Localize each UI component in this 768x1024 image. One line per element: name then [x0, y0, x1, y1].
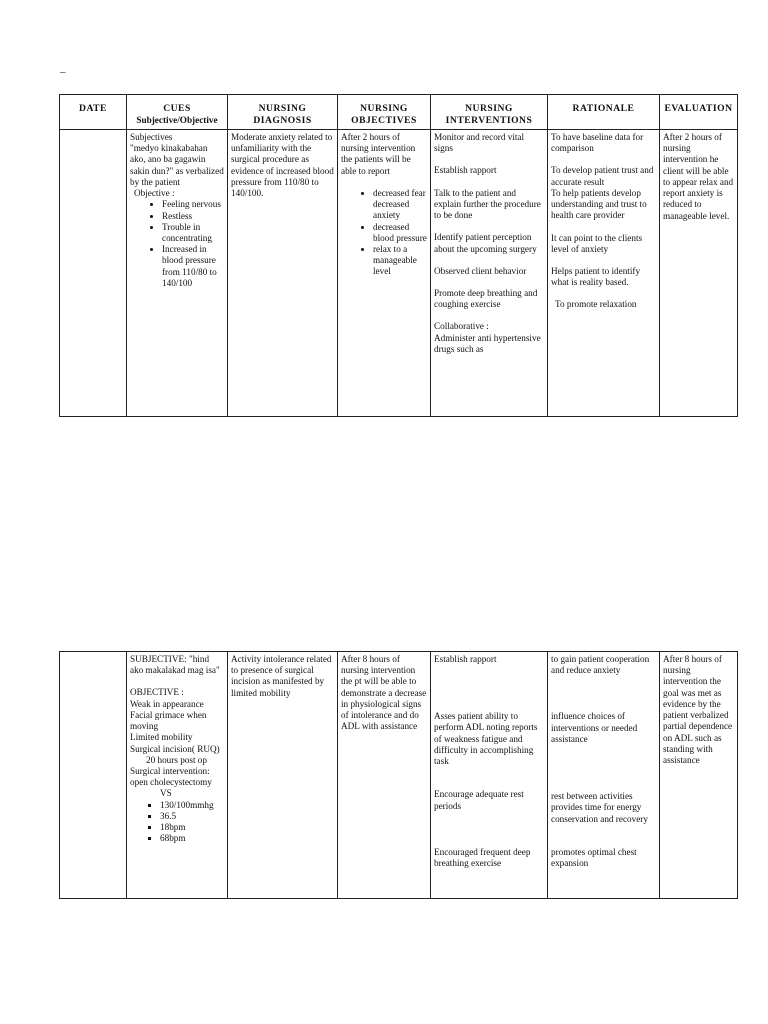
list-item: • Increased in blood pressure from 110/80 to 140/100 [162, 244, 224, 289]
intervention-item: Administer anti hypertensive drugs such as [434, 332, 541, 354]
intervention-item: Asses patient ability to perform ADL noting reports of weakness fatigue and difficulty in accomplishing task [434, 711, 538, 767]
rationale-cell [548, 130, 660, 417]
vital-signs-list [130, 800, 224, 845]
rationale-item: To help patients develop understanding and trust to health care provider [551, 187, 647, 221]
date-cell [60, 130, 127, 417]
evaluation-cell: After 8 hours of nursing intervention the goal was met as evidence by the patient verbalized partial dependence on ADL such as standing with assistance [660, 652, 738, 899]
cues-subjective: SUBJECTIVE: "hind ako makalakad mag isa" [130, 654, 220, 676]
list-item: • Restless [162, 211, 224, 222]
rationale-item: rest between activities provides time for energy conservation and recovery [551, 791, 648, 824]
date-cell [60, 652, 127, 899]
cues-objective-label: OBJECTIVE : [130, 687, 184, 698]
rationale-item: It can point to the clients level of anxiety [551, 232, 643, 254]
cues-line: Surgical incision( RUQ) [130, 743, 220, 754]
header-objectives: NURSING OBJECTIVES [338, 95, 431, 130]
cues-line: Limited mobility [130, 732, 193, 743]
intervention-item: Talk to the patient and explain further the procedure to be done [434, 187, 541, 221]
objectives-cell: After 8 hours of nursing intervention the pt will be able to demonstrate a decrease in physiological signs of intolerance and do ADL with assistance [338, 652, 431, 899]
interventions-cell [431, 652, 548, 899]
objectives-list [341, 188, 427, 278]
objectives-intro: After 2 hours of nursing intervention the patients will be able to report [341, 132, 416, 176]
rationale-cell [548, 652, 660, 899]
objectives-cell [338, 130, 431, 417]
rationale-item: To develop patient trust and accurate result [551, 165, 654, 187]
care-plan-table-anxiety [59, 94, 738, 417]
intervention-item: Encouraged frequent deep breathing exercise [434, 846, 531, 868]
rationale-item: Helps patient to identify what is reality based. [551, 265, 641, 288]
header-evaluation: EVALUATION [660, 95, 738, 130]
list-item: • Feeling nervous [162, 199, 224, 210]
intervention-item: Establish rapport [434, 654, 497, 664]
header-cues [127, 95, 228, 130]
header-cues-subtitle: Subjective/Objective [136, 114, 218, 125]
intervention-item: Observed client behavior [434, 265, 527, 276]
intervention-item: Monitor and record vital signs [434, 132, 525, 154]
header-diagnosis: NURSING DIAGNOSIS [228, 95, 338, 130]
vs-label: VS [160, 788, 172, 799]
cues-surgical-intervention: Surgical intervention: open cholecystectomy [130, 765, 212, 788]
intervention-collaborative-label: Collaborative : [434, 321, 489, 332]
rationale-item: promotes optimal chest expansion [551, 846, 637, 868]
diagnosis-cell: Activity intolerance related to presence of surgical incision as manifested by limited mobility [228, 652, 338, 899]
cues-line: Weak in appearance [130, 698, 204, 709]
list-item: ▪ 36.5 [160, 811, 224, 822]
intervention-item: Promote deep breathing and coughing exercise [434, 287, 538, 310]
intervention-item: Establish rapport [434, 165, 497, 176]
cues-subjective-text: "medyo kinakabahan ako, ano ba gagawin sakin dun?" as verbalized by the patient [130, 143, 224, 187]
list-item: ▪ 18bpm [160, 822, 224, 833]
cues-cell [127, 652, 228, 899]
rationale-item: influence choices of interventions or needed assistance [551, 711, 638, 744]
list-item: • Trouble in concentrating [162, 222, 224, 244]
interventions-cell [431, 130, 548, 417]
header-interventions: NURSING INTERVENTIONS [431, 95, 548, 130]
list-item: • decreased blood pressure [373, 222, 427, 244]
list-item: • decreased fear decreased anxiety [373, 188, 427, 222]
care-plan-table-activity [59, 651, 738, 899]
cues-objective-label: Objective : [134, 188, 175, 199]
cues-objective-list [130, 199, 224, 289]
diagnosis-cell: Moderate anxiety related to unfamiliarity with the surgical procedure as evidence of increased blood pressure from 110/80 to 140/100. [228, 130, 338, 417]
list-item: • relax to a manageable level [373, 244, 427, 278]
intervention-item: Encourage adequate rest periods [434, 789, 524, 811]
header-rationale: RATIONALE [548, 95, 660, 130]
header-date: DATE [60, 95, 127, 130]
list-item: ▪ 130/100mmhg [160, 800, 224, 811]
table-row [60, 652, 738, 899]
rationale-item: To have baseline data for comparison [551, 132, 644, 154]
cues-cell [127, 130, 228, 417]
list-item: ▪ 68bpm [160, 833, 224, 844]
intervention-item: Identify patient perception about the upcoming surgery [434, 232, 537, 254]
cues-postop: 20 hours post op [146, 754, 207, 765]
page-mark: _ [60, 62, 66, 74]
header-cues-title: CUES [163, 103, 191, 114]
cues-line: Facial grimace when moving [130, 709, 207, 732]
rationale-item: To promote relaxation [555, 299, 637, 310]
header-row [60, 95, 738, 130]
evaluation-cell: After 2 hours of nursing intervention he client will be able to appear relax and report anxiety is reduced to manageable level. [660, 130, 738, 417]
cues-subjective-label: Subjectives [130, 132, 173, 142]
rationale-item: to gain patient cooperation and reduce anxiety [551, 654, 650, 676]
table-row [60, 130, 738, 417]
